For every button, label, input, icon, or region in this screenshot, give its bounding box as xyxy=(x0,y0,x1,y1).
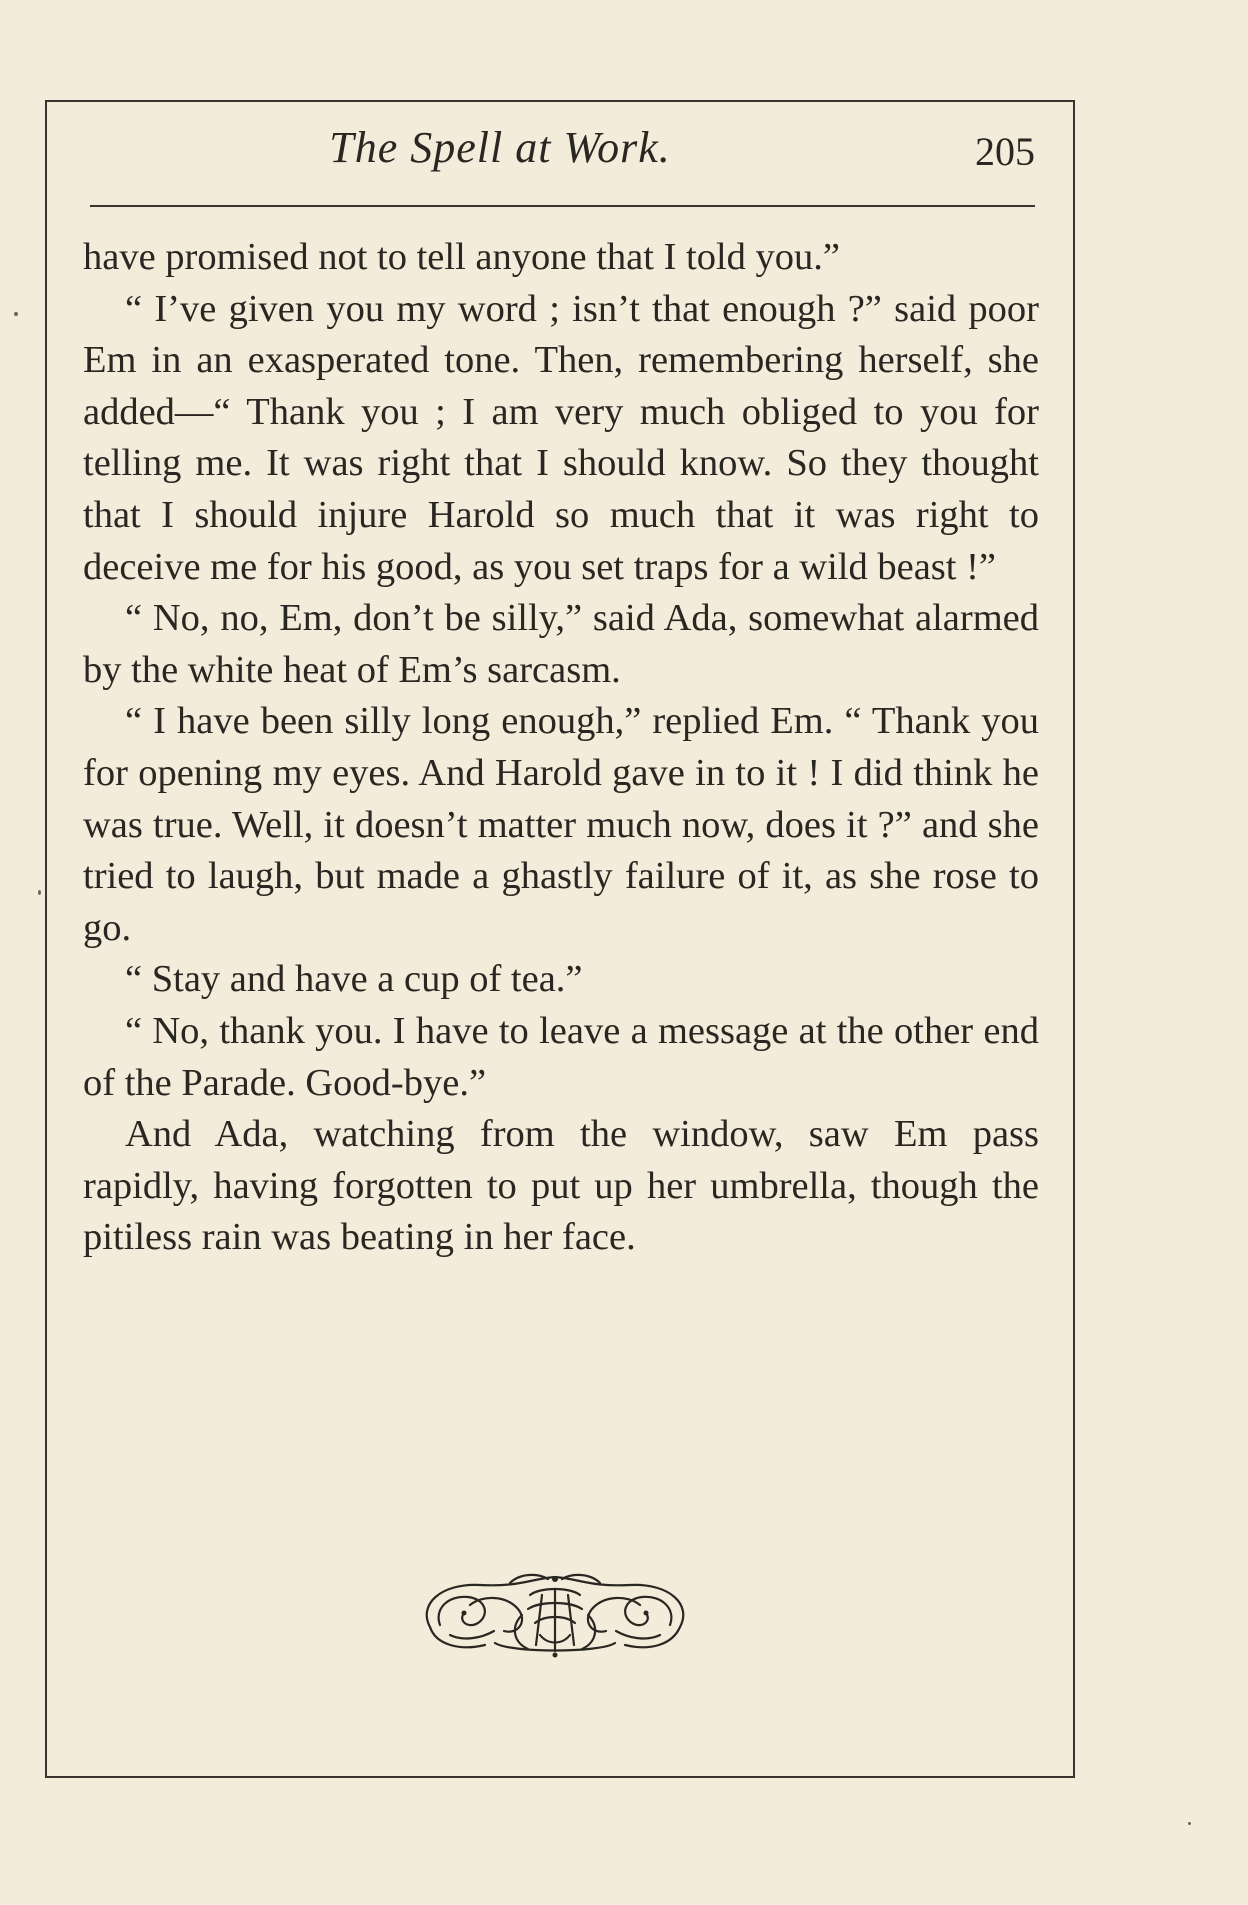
paragraph: “ I’ve given you my word ; isn’t that enough ?” said poor Em in an exasperated tone. Then, remembering herself, she added—“ Thank you ; I am very much obliged to you for telling me. It was right that I should know. So they thought that I should injure Harold so much that it was right to deceive me for his good, as you set traps for a wild beast !” xyxy=(83,287,1039,588)
running-title: The Spell at Work. xyxy=(329,123,671,172)
paper-speck xyxy=(1188,1822,1191,1825)
page-number: 205 xyxy=(975,129,1035,174)
page-header xyxy=(90,122,1035,182)
paragraph: And Ada, watching from the window, saw Em pass rapidly, having forgotten to put up her umbrella, though the pitiless rain was beating in her face. xyxy=(83,1113,1039,1259)
decorative-tailpiece-icon xyxy=(410,1565,700,1665)
paragraph: “ No, no, Em, don’t be silly,” said Ada, somewhat alarmed by the white heat of Em’s sarcasm. xyxy=(83,597,1039,691)
paper-speck xyxy=(38,890,41,895)
paragraph: “ Stay and have a cup of tea.” xyxy=(125,958,583,1001)
body-text xyxy=(83,232,1039,1264)
paragraph: “ No, thank you. I have to leave a message at the other end of the Parade. Good-bye.” xyxy=(83,1009,1039,1104)
paper-speck xyxy=(14,312,18,316)
paragraph: have promised not to tell anyone that I told you.” xyxy=(83,236,840,278)
paragraph: “ I have been silly long enough,” replied Em. “ Thank you for opening my eyes. And Harold gave in to it ! I did think he was true. Well, it doesn’t matter much now, does it ?” and she tried to laugh, but made a ghastly failure of it, as she rose to go. xyxy=(83,700,1039,949)
header-rule xyxy=(90,205,1035,207)
